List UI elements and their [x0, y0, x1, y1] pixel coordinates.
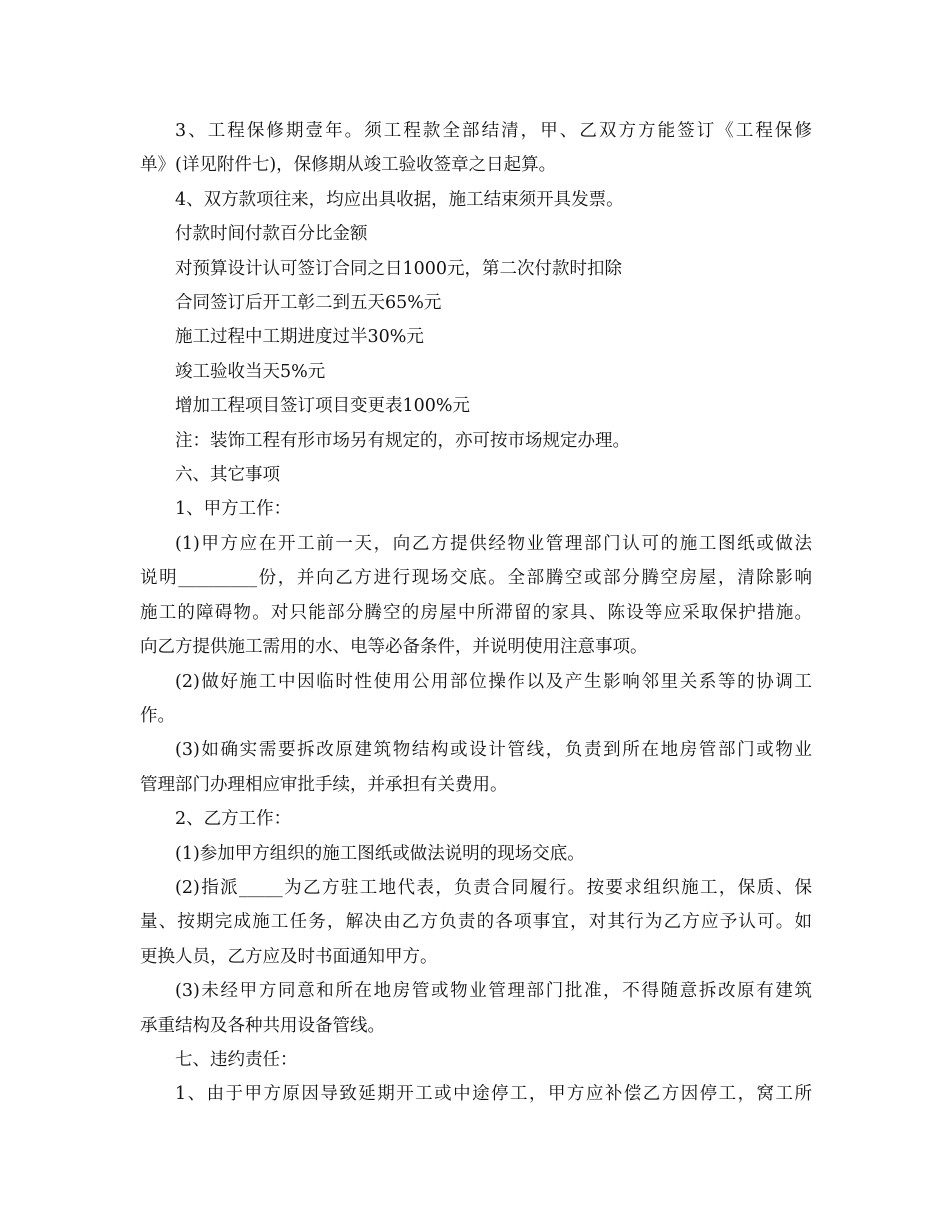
paragraph-line: 对预算设计认可签订合同之日1000元，第二次付款时扣除 — [175, 258, 623, 279]
paragraph — [140, 320, 812, 354]
paragraph — [140, 492, 812, 526]
paragraph-line: 七、违约责任： — [175, 1049, 298, 1070]
paragraph-line: 1、由于甲方原因导致延期开工或中途停工，甲方应补偿乙方因停工，窝工所 — [175, 1084, 812, 1105]
paragraph — [140, 665, 812, 734]
document-body — [140, 114, 812, 1112]
paragraph — [140, 355, 812, 389]
paragraph-line: (2)指派_____为乙方驻工地代表，负责合同履行。按要求组织施工，保质、保 — [175, 877, 812, 898]
paragraph-line: (3)如确实需要拆改原建筑物结构或设计管线，负责到所在地房管部门或物业 — [175, 740, 812, 761]
paragraph-line: (2)做好施工中因临时性使用公用部位操作以及产生影响邻里关系等的协调工 — [175, 671, 812, 692]
paragraph-line: 4、双方款项往来，均应出具收据，施工结束须开具发票。 — [175, 189, 624, 210]
paragraph — [140, 1043, 812, 1077]
paragraph-line: 2、乙方工作： — [175, 809, 292, 830]
paragraph-line: 3、工程保修期壹年。须工程款全部结清，甲、乙双方方能签订《工程保修 — [175, 121, 812, 141]
paragraph — [140, 527, 812, 665]
paragraph — [140, 286, 812, 320]
paragraph — [140, 802, 812, 836]
paragraph — [140, 389, 812, 423]
paragraph-line: 承重结构及各种共用设备管线。 — [140, 1015, 385, 1036]
paragraph-line: 作。 — [140, 705, 175, 726]
paragraph-line: 施工的障碍物。对只能部分腾空的房屋中所滞留的家具、陈设等应采取保护措施。 — [140, 602, 812, 623]
paragraph — [140, 837, 812, 871]
paragraph-line: (3)未经甲方同意和所在地房管或物业管理部门批准，不得随意拆改原有建筑 — [175, 981, 812, 1002]
paragraph-line: 说明_________份，并向乙方进行现场交底。全部腾空或部分腾空房屋，清除影响 — [140, 568, 812, 589]
paragraph-line: 1、甲方工作： — [175, 499, 292, 520]
paragraph-line: 量、按期完成施工任务，解决由乙方负责的各项事宜，对其行为乙方应予认可。如 — [140, 912, 812, 933]
paragraph-line: 管理部门办理相应审批手续，并承担有关费用。 — [140, 774, 508, 795]
paragraph — [140, 871, 812, 974]
paragraph — [140, 458, 812, 492]
paragraph-line: (1)参加甲方组织的施工图纸或做法说明的现场交底。 — [175, 843, 585, 864]
paragraph-line: 单》(详见附件七)，保修期从竣工验收签章之日起算。 — [140, 155, 557, 176]
paragraph-line: 合同签订后开工彰二到五天65%元 — [175, 293, 442, 314]
paragraph-line: 六、其它事项 — [175, 465, 280, 486]
paragraph — [140, 424, 812, 458]
paragraph — [140, 733, 812, 802]
paragraph-line: 向乙方提供施工需用的水、电等必备条件，并说明使用注意事项。 — [140, 637, 648, 658]
paragraph-line: (1)甲方应在开工前一天，向乙方提供经物业管理部门认可的施工图纸或做法 — [175, 533, 812, 554]
paragraph — [140, 217, 812, 251]
paragraph — [140, 114, 812, 183]
paragraph-line: 注：装饰工程有形市场另有规定的，亦可按市场规定办理。 — [175, 430, 630, 451]
paragraph-line: 施工过程中工期进度过半30%元 — [175, 327, 424, 348]
paragraph-line: 更换人员，乙方应及时书面通知甲方。 — [140, 946, 438, 967]
paragraph-line: 付款时间付款百分比金额 — [175, 224, 368, 245]
paragraph — [140, 974, 812, 1043]
paragraph — [140, 1077, 812, 1111]
paragraph-line: 增加工程项目签订项目变更表100%元 — [175, 396, 471, 417]
paragraph — [140, 252, 812, 286]
paragraph-line: 竣工验收当天5%元 — [175, 361, 326, 382]
paragraph — [140, 183, 812, 217]
